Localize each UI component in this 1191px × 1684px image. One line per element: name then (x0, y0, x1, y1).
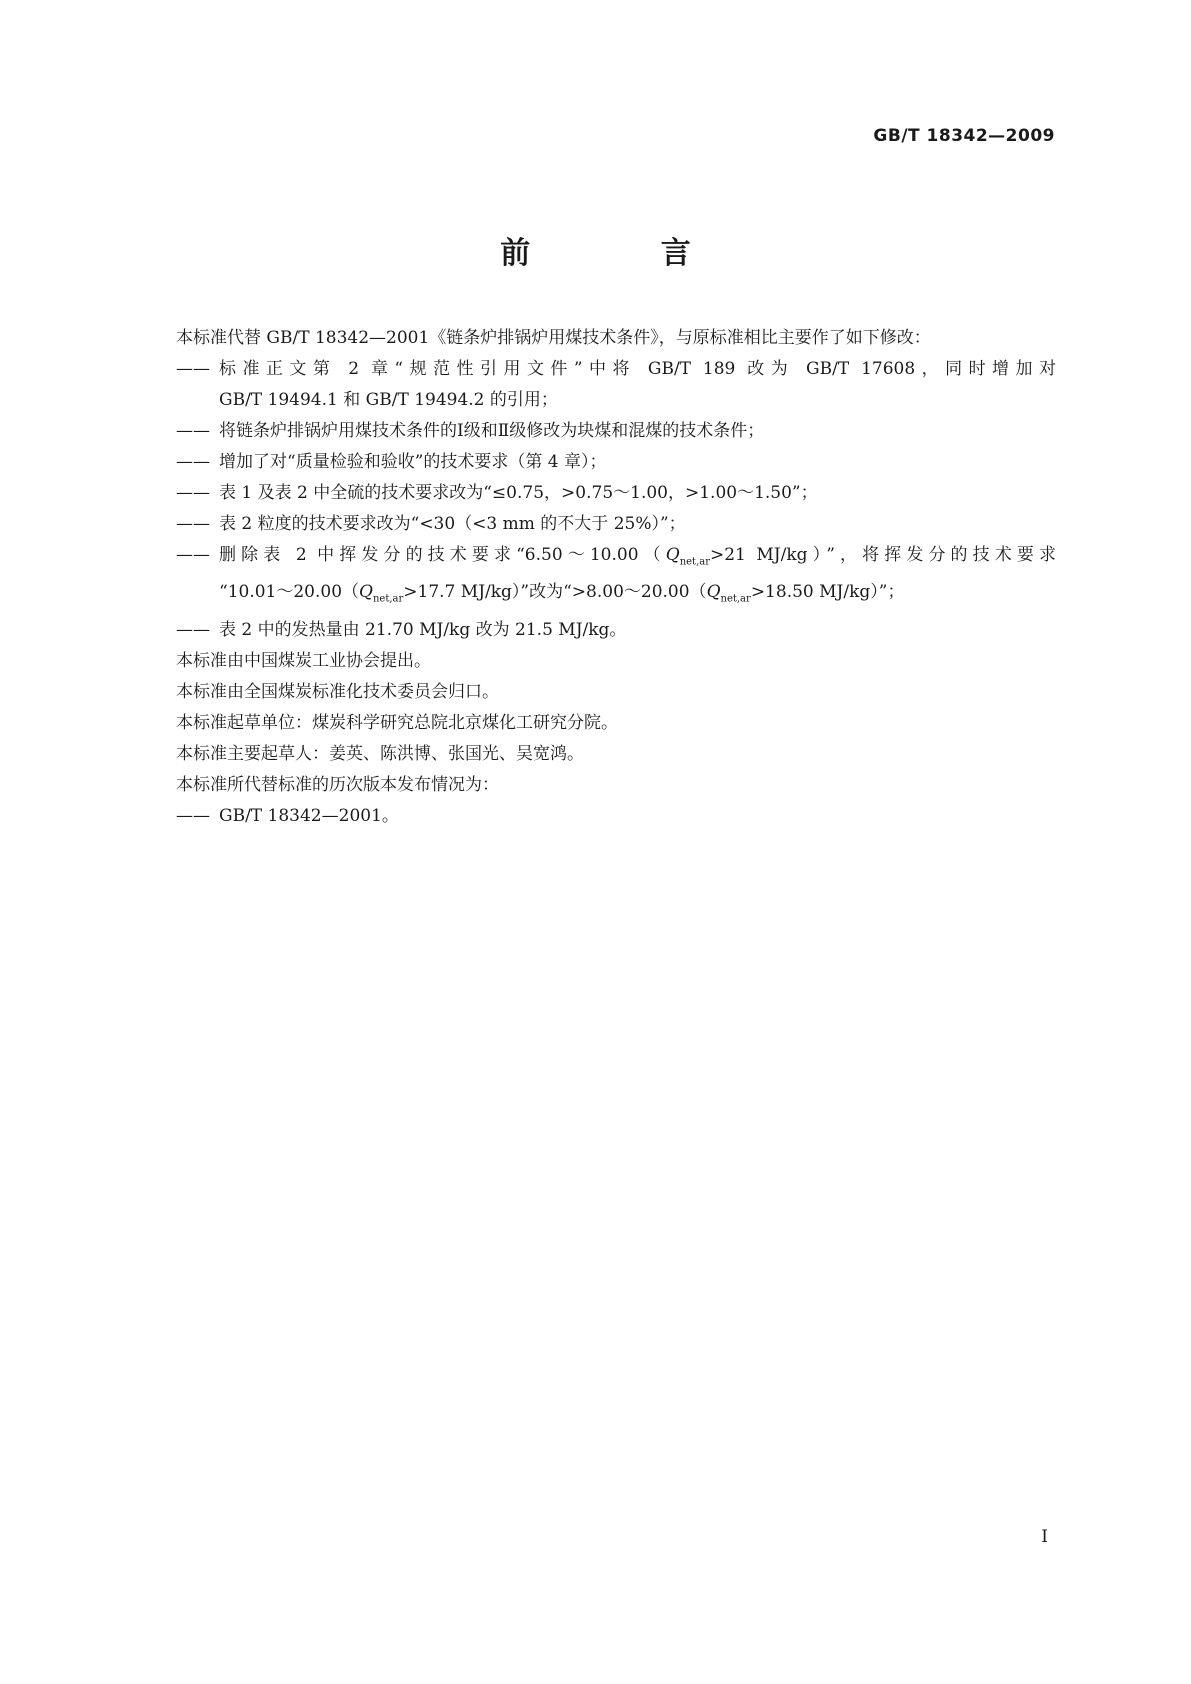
change-text-part: 删除表 2 中挥发分的技术要求“6.50～10.00（ (219, 545, 666, 565)
change-text: 标准正文第 2 章“规范性引用文件”中将 GB/T 189 改为 GB/T 17608，同时增加对 (219, 359, 1056, 379)
change-text (219, 540, 1056, 577)
proposer-paragraph: 本标准由中国煤炭工业协会提出。 (176, 650, 431, 671)
change-item-7 (176, 615, 1056, 646)
change-text: 表 1 及表 2 中全硫的技术要求改为“≤0.75，>0.75～1.00，>1.00～1.50”； (219, 483, 818, 503)
change-item-5 (176, 509, 1056, 540)
change-item-2 (176, 416, 1056, 447)
dash: —— (176, 619, 210, 640)
history-item (176, 801, 1056, 832)
change-text: 表 2 中的发热量由 21.70 MJ/kg 改为 21.5 MJ/kg。 (219, 619, 627, 640)
change-item-6-continuation (176, 577, 1056, 614)
change-item-3 (176, 447, 1056, 478)
change-text: 表 2 粒度的技术要求改为“<30（<3 mm 的不大于 25%）”； (219, 514, 686, 534)
change-text: 增加了对“质量检验和验收”的技术要求（第 4 章）； (219, 452, 607, 472)
change-text-part: “10.01～20.00（ (219, 582, 360, 603)
change-item-4 (176, 478, 1056, 509)
dash: —— (176, 805, 210, 826)
q-net-ar-symbol: $Q_{net,ar}$ (665, 545, 710, 568)
drafters-paragraph: 本标准主要起草人：姜英、陈洪博、张国光、吴宽鸿。 (176, 743, 584, 764)
change-item-6 (176, 540, 1056, 577)
drafting-unit-paragraph: 本标准起草单位：煤炭科学研究总院北京煤化工研究分院。 (176, 712, 618, 733)
change-text-part: >21 MJ/kg）”，将挥发分的技术要求 (710, 545, 1056, 565)
q-net-ar-symbol: $Q_{net,ar}$ (706, 582, 751, 605)
foreword-body (176, 323, 1056, 832)
change-text: 将链条炉排锅炉用煤技术条件的Ⅰ级和Ⅱ级修改为块煤和混煤的技术条件； (219, 421, 765, 441)
dash: —— (176, 359, 210, 379)
change-item-1-continuation: GB/T 19494.1 和 GB/T 19494.2 的引用； (219, 390, 558, 410)
history-text: GB/T 18342—2001。 (219, 805, 399, 826)
intro-paragraph: 本标准代替 GB/T 18342—2001《链条炉排锅炉用煤技术条件》，与原标准相比主要作了如下修改： (176, 328, 931, 348)
standard-number: GB/T 18342—2009 (873, 126, 1055, 146)
dash: —— (176, 545, 210, 565)
dash: —— (176, 514, 210, 534)
q-net-ar-symbol: $Q_{net,ar}$ (359, 582, 404, 605)
dash: —— (176, 452, 210, 472)
change-text-part: >17.7 MJ/kg）”改为“>8.00～20.00（ (403, 582, 707, 603)
change-item-1 (176, 354, 1056, 385)
dash: —— (176, 421, 210, 441)
centralized-paragraph: 本标准由全国煤炭标准化技术委员会归口。 (176, 681, 499, 702)
page-number: Ⅰ (1041, 1527, 1048, 1547)
change-text-part: >18.50 MJ/kg）”； (750, 582, 905, 603)
dash: —— (176, 483, 210, 503)
history-paragraph: 本标准所代替标准的历次版本发布情况为： (176, 774, 499, 795)
page-title: 前 言 (500, 236, 751, 271)
